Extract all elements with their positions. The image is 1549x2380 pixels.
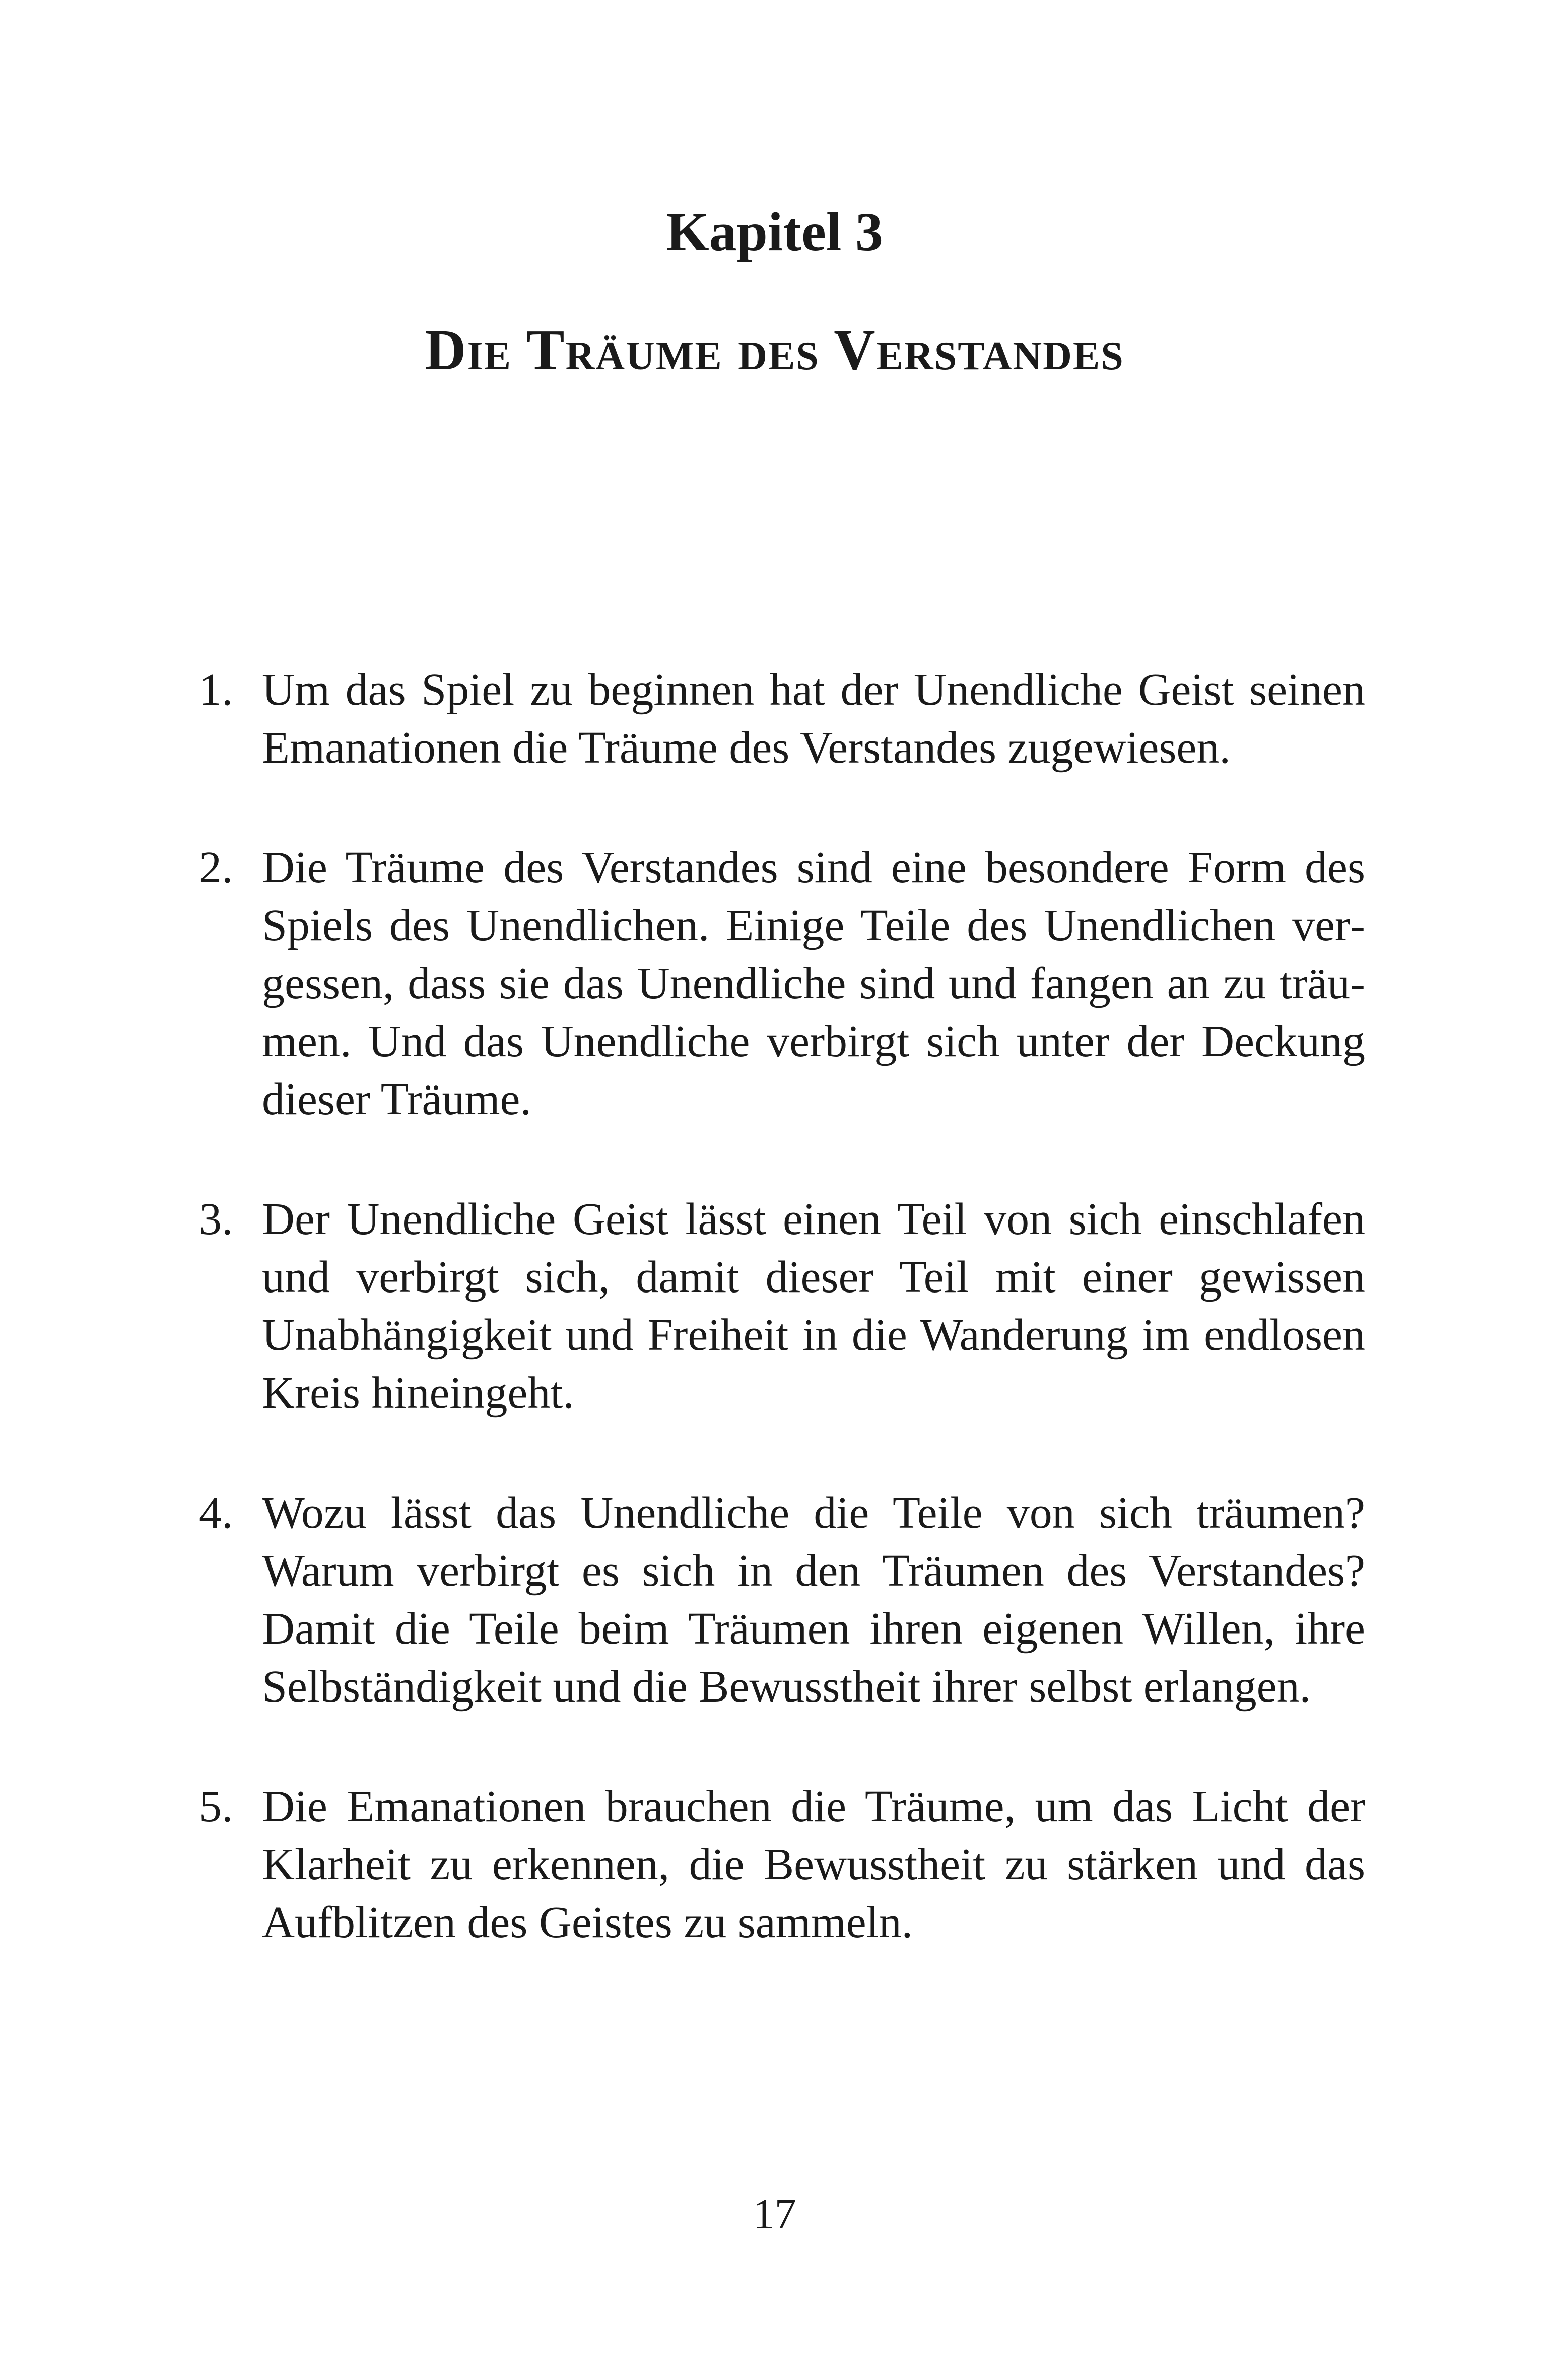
item-number: 5. <box>199 1782 233 1831</box>
list-item-3 <box>0 1190 1549 1422</box>
page-number: 17 <box>753 2190 796 2238</box>
item-text: Die Emanationen brauchen die Träume, um das Licht der Klarheit zu erkennen, die Bewusstheit zu stärken und das Aufblitzen des Geistes zu sammeln. <box>262 1782 1365 1947</box>
numbered-list <box>0 661 1549 2013</box>
item-text: Um das Spiel zu beginnen hat der Unendliche Geist seinen Emanationen die Träume des Verstandes zugewiesen. <box>262 665 1365 773</box>
item-number: 4. <box>199 1488 233 1538</box>
list-item-2 <box>0 839 1549 1128</box>
item-number: 1. <box>199 665 233 715</box>
list-item-5 <box>0 1778 1549 1951</box>
item-text: Die Träume des Verstandes sind eine besondere Form des Spiels des Unendlichen. Einige Teile des Unendlichen vergessen, dass sie das Unendliche sind und fangen an zu träumen. Und das Unendliche verbirgt sich unter der Deckung dieser Träume. <box>262 843 1365 1124</box>
item-text: Wozu lässt das Unendliche die Teile von sich träumen? Warum verbirgt es sich in den Träumen des Verstandes? Damit die Teile beim Träumen ihren eigenen Willen, ihre Selbständigkeit und die Bewusstheit ihrer selbst erlangen. <box>262 1488 1365 1712</box>
item-number: 3. <box>199 1194 233 1244</box>
item-number: 2. <box>199 843 233 893</box>
chapter-label: Kapitel 3 <box>666 201 883 262</box>
list-item-1 <box>0 661 1549 777</box>
chapter-title: Die Träume des Verstandes <box>425 318 1124 382</box>
list-item-4 <box>0 1484 1549 1716</box>
item-text: Der Unendliche Geist lässt einen Teil von sich einschlafen und verbirgt sich, damit dieser Teil mit einer gewissen Unabhängigkeit und Freiheit in die Wanderung im endlosen Kreis hineingeht. <box>262 1194 1365 1418</box>
